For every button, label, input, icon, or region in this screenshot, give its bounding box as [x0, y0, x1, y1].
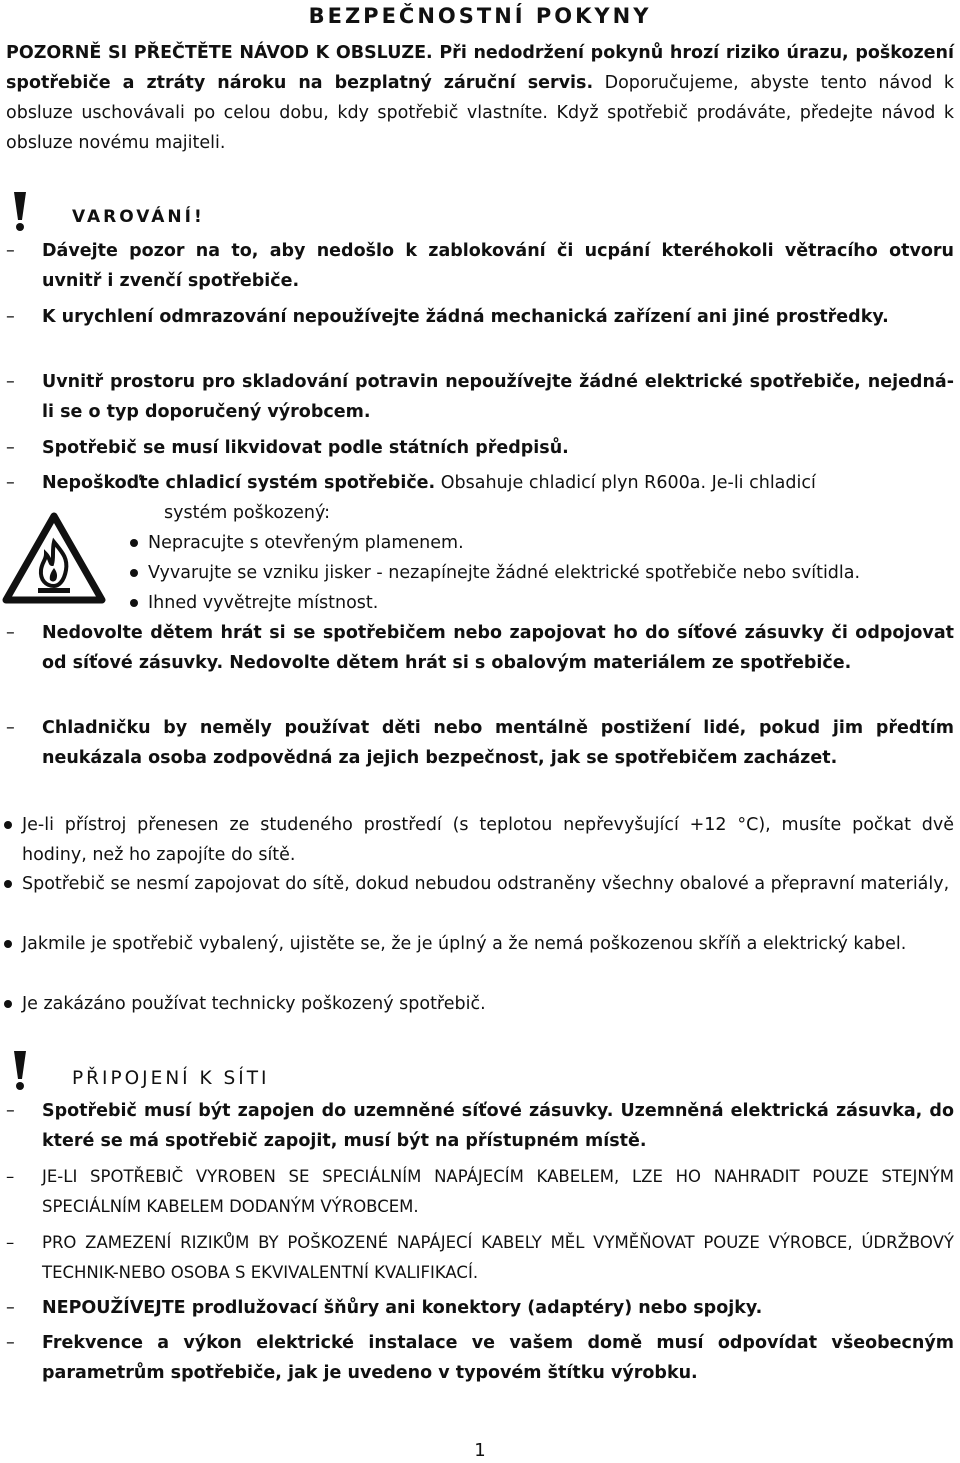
dash-marker: –: [6, 718, 15, 738]
flammable-warning-icon: [2, 512, 106, 604]
connection-item-text: PRO ZAMEZENÍ RIZIKŮM BY POŠKOZENÉ NAPÁJECÍ KABELY MĚL VYMĚŇOVAT POUZE VÝROBCE, ÚDRŽBOVÝ TECHNIK-NEBO OSOBA S EKVIVALENTNÍ KVALIFIKACÍ.: [42, 1233, 954, 1282]
connection-item-text: Frekvence a výkon elektrické instalace ve vašem domě musí odpovídat všeobecným parametrům spotřebiče, jak je uvedeno v typovém štítku výrobku.: [42, 1333, 954, 1383]
warning-item: [0, 367, 960, 427]
bullet-dot: [130, 599, 138, 607]
warning-item: [0, 302, 960, 362]
connection-item-text: JE-LI SPOTŘEBIČ VYROBEN SE SPECIÁLNÍM NAPÁJECÍM KABELEM, LZE HO NAHRADIT POUZE STEJNÝM SPECIÁLNÍM KABELEM DODANÝM VÝROBCEM.: [42, 1167, 954, 1216]
warning-item: [0, 713, 960, 803]
dash-marker: –: [6, 1333, 15, 1353]
general-bullet-text: Je zakázáno používat technicky poškozený spotřebič.: [22, 994, 486, 1014]
warning-heading: VAROVÁNÍ!: [72, 207, 205, 227]
warning-item-text: Uvnitř prostoru pro skladování potravin nepoužívejte žádné elektrické spotřebiče, nejedná-li se o typ doporučený výrobcem.: [42, 372, 954, 422]
intro-normal-text: Doporučujeme, abyste tento návod k obsluze uschovávali po celou dobu, kdy spotřebič vlastníte. Když spotřebič prodáváte, předejte návod k obsluze novému majiteli.: [6, 73, 954, 153]
connection-item-text: Spotřebič musí být zapojen do uzemněné síťové zásuvky. Uzemněná elektrická zásuvka, do které se má spotřebič zapojit, musí být na přístupném místě.: [42, 1101, 954, 1151]
bullet-dot: [4, 940, 12, 948]
refrigerant-bullet: [130, 558, 950, 588]
general-bullet-text: Spotřebič se nesmí zapojovat do sítě, dokud nebudou odstraněny všechny obalové a přepravní materiály,: [22, 874, 950, 894]
bullet-dot: [130, 569, 138, 577]
connection-item: [0, 1293, 960, 1323]
bullet-dot: [130, 539, 138, 547]
connection-item-text: NEPOUŽÍVEJTE prodlužovací šňůry ani konektory (adaptéry) nebo spojky.: [42, 1298, 763, 1318]
general-bullet: [4, 810, 954, 870]
general-bullet: [4, 869, 954, 929]
connection-item: [0, 1162, 960, 1222]
intro-bold-text: POZORNĚ SI PŘEČTĚTE NÁVOD K OBSLUZE. Při nedodržení pokynů hrozí riziko úrazu, poškození spotřebiče a ztráty nároku na bezplatný záruční servis.: [6, 43, 954, 93]
bullet-dot: [4, 821, 12, 829]
warning-item-text: Dávejte pozor na to, aby nedošlo k zablokování či ucpání kteréhokoli větracího otvoru uvnitř i zvenčí spotřebiče.: [42, 241, 954, 291]
refrigerant-bullet: [130, 528, 950, 558]
dash-marker: –: [6, 623, 15, 643]
dash-marker: –: [6, 1101, 15, 1121]
page-title: BEZPEČNOSTNÍ POKYNY: [308, 4, 652, 28]
warning-item: [0, 618, 960, 708]
general-bullet: [4, 929, 954, 989]
dash-marker: –: [6, 1298, 15, 1318]
dash-marker: –: [6, 372, 15, 392]
refrigerant-text: [42, 468, 954, 498]
warning-item-text: Nedovolte dětem hrát si se spotřebičem nebo zapojovat ho do síťové zásuvky či odpojovat od síťové zásuvky. Nedovolte dětem hrát si s obalovým materiálem ze spotřebiče.: [42, 623, 954, 673]
bullet-dot: [4, 880, 12, 888]
refrigerant-cont-text: systém poškozený:: [164, 503, 331, 523]
connection-item: [0, 1096, 960, 1156]
exclamation-icon: [4, 1049, 36, 1091]
connection-heading: PŘIPOJENÍ K SÍTI: [72, 1068, 270, 1089]
dash-marker: –: [6, 438, 15, 458]
dash-marker: –: [6, 1167, 15, 1186]
page-number: 1: [474, 1440, 486, 1461]
general-bullet: [4, 989, 954, 1019]
warning-item-text: Spotřebič se musí likvidovat podle státních předpisů.: [42, 438, 569, 458]
refrigerant-bullet-text: Nepracujte s otevřeným plamenem.: [148, 533, 464, 553]
general-bullet-text: Je-li přístroj přenesen ze studeného prostředí (s teplotou nepřevyšující +12 °C), musíte počkat dvě hodiny, než ho zapojíte do sítě.: [22, 815, 954, 865]
dash-marker: –: [6, 307, 15, 327]
warning-item-text: K urychlení odmrazování nepoužívejte žádná mechanická zařízení ani jiné prostředky.: [42, 307, 889, 327]
warning-item-text: Chladničku by neměly používat děti nebo mentálně postižení lidé, pokud jim předtím neukázala osoba zodpovědná za jejich bezpečnost, jak se spotřebičem zacházet.: [42, 718, 954, 768]
refrigerant-bold: Nepoškoďte chladicí systém spotřebiče.: [42, 473, 436, 493]
bullet-dot: [4, 1000, 12, 1008]
general-bullet-text: Jakmile je spotřebič vybalený, ujistěte se, že je úplný a že nemá poškozenou skříň a elektrický kabel.: [22, 934, 907, 954]
warning-item: [0, 433, 960, 463]
refrigerant-bullet-text: Vyvarujte se vzniku jisker - nezapínejte žádné elektrické spotřebiče nebo svítidla.: [148, 563, 861, 583]
exclamation-icon: [4, 190, 36, 232]
refrigerant-bullet-text: Ihned vyvětrejte místnost.: [148, 593, 379, 613]
connection-item: [0, 1228, 960, 1288]
connection-item: [0, 1328, 960, 1388]
refrigerant-bullet: [130, 588, 950, 618]
intro-paragraph: [6, 38, 954, 158]
dash-marker: –: [6, 473, 15, 493]
dash-marker: –: [6, 241, 15, 261]
warning-item: [0, 236, 960, 296]
refrigerant-item: [0, 468, 960, 498]
dash-marker: –: [6, 1233, 15, 1252]
refrigerant-normal: Obsahuje chladicí plyn R600a. Je-li chladicí: [435, 473, 816, 493]
